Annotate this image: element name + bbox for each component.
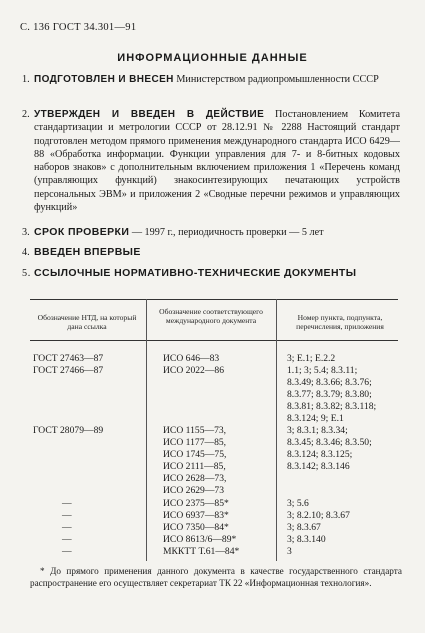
table-cell-ntd: — [62,534,72,545]
table-cell-iso: ИСО 2628—73, [163,473,227,484]
table-top-rule [30,299,398,300]
table-cell-iso: ИСО 2022—86 [163,365,225,376]
table-cell-iso: ИСО 2111—85, [163,461,226,472]
item-number: 3. [22,227,30,238]
item-heading: УТВЕРЖДЕН И ВВЕДЕН В ДЕЙСТВИЕ [34,109,265,120]
section-title: ИНФОРМАЦИОННЫЕ ДАННЫЕ [117,52,308,64]
table-cell-points: 8.3.124; 8.3.125; [287,449,353,460]
footnote: * До прямого применения данного документа в качестве государственного стандарта распространение его осуществляет секретариат ТК 22 «Информационная технология». [30,566,402,588]
item-text: Министерством радиопромышленности СССР [173,74,379,85]
table-column-divider [146,299,147,561]
item-text: Постановлением Комитета стандартизации и метрологии СССР от 28.12.91 № 2288 Настоящий стандарт подготовлен методом прямого применения международного стандарта ИСО 6429—88 «Обработка информации. Функции управления для 7- и 8-битных кодовых наборов знаков» с дополнительным включением приложения 1 «Перечень команд (управляющих функций) знакосинтезирующих печатающих устройств персональных ЭВМ» и приложения 2 «Сводные перечни режимов и управляющих функций» [34,109,400,214]
table-cell-iso: ИСО 1177—85, [163,437,227,448]
table-cell-iso: ИСО 2629—73 [163,485,225,496]
item-number: 5. [22,268,31,279]
table-cell-points: 3; 8.3.140 [287,534,326,545]
item-1 [22,73,400,86]
table-cell-iso: МККТТ Т.61—84* [163,546,240,557]
table-cell-iso: ИСО 1745—75, [163,449,227,460]
item-number: 4. [22,247,30,258]
table-cell-ntd: ГОСТ 27463—87 [33,353,104,364]
table-cell-points: 8.3.77; 8.3.79; 8.3.80; [287,389,372,400]
item-4 [22,246,400,259]
table-cell-iso: ИСО 6937—83* [163,510,229,521]
table-cell-points: 1.1; 3; 5.4; 8.3.11; [287,365,358,376]
table-cell-points: 3 [287,546,292,557]
table-cell-iso: ИСО 8613/6—89* [163,534,237,545]
table-cell-ntd: — [62,498,72,509]
table-cell-iso: ИСО 7350—84* [163,522,229,533]
table-cell-points: 8.3.142; 8.3.146 [287,461,350,472]
table-cell-points: 8.3.49; 8.3.66; 8.3.76; [287,377,372,388]
table-cell-points: 3; 5.6 [287,498,309,509]
item-number: 1. [22,74,30,85]
item-5 [22,267,400,280]
table-cell-iso: ИСО 646—83 [163,353,220,364]
table-cell-ntd: — [62,522,72,533]
item-text: — 1997 г., периодичность проверки — 5 лет [129,227,324,238]
item-heading: ПОДГОТОВЛЕН И ВНЕСЕН [34,74,174,85]
item-3 [22,226,400,239]
item-number: 2. [22,109,30,120]
table-cell-points: 8.3.45; 8.3.46; 8.3.50; [287,437,372,448]
table-cell-points: 8.3.124; 9; Е.1 [287,413,344,424]
table-header-points: Номер пункта, подпункта, перечисления, приложения [296,313,384,331]
table-cell-ntd: — [62,510,72,521]
item-heading: СРОК ПРОВЕРКИ [34,226,130,238]
item-heading: ССЫЛОЧНЫЕ НОРМАТИВНО-ТЕХНИЧЕСКИЕ ДОКУМЕНТЫ [34,267,357,279]
table-cell-ntd: ГОСТ 27466—87 [33,365,104,376]
table-cell-iso: ИСО 2375—85* [163,498,229,509]
table-cell-points: 8.3.81; 8.3.82; 8.3.118; [287,401,377,412]
table-cell-points: 3; 8.3.1; 8.3.34; [287,425,348,436]
table-cell-points: 3; Е.1; Е.2.2 [287,353,336,364]
table-cell-ntd: — [62,546,72,557]
item-2 [22,108,400,214]
table-header-iso: Обозначение соответствующего международного документа [159,307,263,325]
table-cell-ntd: ГОСТ 28079—89 [33,425,104,436]
table-header-ntd: Обозначение НТД, на который дана ссылка [37,313,137,331]
table-header-rule [30,340,398,341]
table-cell-points: 3; 8.3.67 [287,522,321,533]
table-cell-iso: ИСО 1155—73, [163,425,227,436]
item-heading: ВВЕДЕН ВПЕРВЫЕ [34,246,141,258]
page-header: С. 136 ГОСТ 34.301—91 [20,22,137,33]
table-cell-points: 3; 8.2.10; 8.3.67 [287,510,350,521]
table-column-divider [276,299,277,561]
